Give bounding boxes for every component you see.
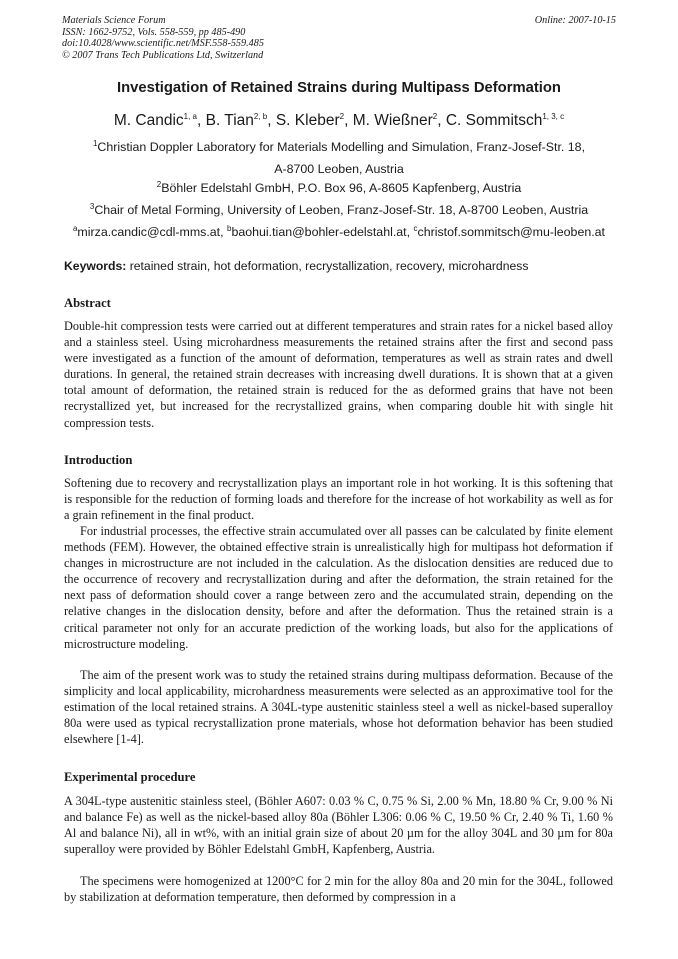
author-affiliation-marker: 2 bbox=[339, 111, 345, 121]
affiliation-marker: 2 bbox=[156, 179, 162, 189]
introduction-paragraph-3: The aim of the present work was to study the retained strains during multipass deformation. Because of the simplicity and local applicability, microhardness measurements were selected as an approximative tool for the estimation of the local retained strains. A 304L-type austenitic stainless steel a well as nickel-based superalloy 80a were used as typical recrystallization prone materials, whose hot deformation behavior has been studied elsewhere [1-4]. bbox=[64, 668, 613, 747]
copyright-line: © 2007 Trans Tech Publications Ltd, Switzerland bbox=[62, 49, 264, 61]
affiliation-text: Böhler Edelstahl GmbH, P.O. Box 96, A-8605 Kapfenberg, Austria bbox=[161, 181, 522, 195]
email-link[interactable]: baohui.tian@bohler-edelstahl.at, bbox=[231, 225, 414, 239]
email-marker: b bbox=[227, 223, 232, 233]
issn-line: ISSN: 1662-9752, Vols. 558-559, pp 485-490 bbox=[62, 26, 246, 38]
affiliation-marker: 3 bbox=[89, 201, 95, 211]
affiliation-1 bbox=[0, 140, 678, 154]
author-name: M. Wießner bbox=[352, 112, 433, 129]
email-marker: c bbox=[413, 223, 418, 233]
affiliation-text: Christian Doppler Laboratory for Materials Modelling and Simulation, Franz-Josef-Str. 18, bbox=[97, 140, 586, 154]
author-name: M. Candic bbox=[113, 112, 184, 129]
introduction-heading: Introduction bbox=[64, 453, 133, 467]
experimental-paragraph-1: A 304L-type austenitic stainless steel, (Böhler A607: 0.03 % C, 0.75 % Si, 2.00 % Mn, 18.80 % Cr, 9.00 % Ni and balance Fe) as well as the nickel-based alloy 80a (Böhler L306: 0.06 % C, 19.50 % Cr, 2.40 % Ti, 1.60 % Al and balance Ni), all in wt%, with an initial grain size of about 20 µm for the alloy 304L and 30 µm for 80a superalloy were provided by Böhler Edelstahl GmbH, Kapfenberg, Austria. bbox=[64, 794, 613, 857]
author-affiliation-marker: 1, a bbox=[183, 111, 197, 121]
keywords-label: Keywords: bbox=[64, 259, 127, 273]
email-link[interactable]: mirza.candic@cdl-mms.at, bbox=[77, 225, 228, 239]
email-link[interactable]: christof.sommitsch@mu-leoben.at bbox=[417, 225, 606, 239]
experimental-paragraph-2: The specimens were homogenized at 1200°C for 2 min for the alloy 80a and 20 min for the 304L, followed by stabilization at deformation temperature, then deformed by compression in a bbox=[64, 874, 613, 905]
affiliation-marker: 1 bbox=[92, 138, 98, 148]
journal-header bbox=[62, 15, 264, 61]
keywords-text: retained strain, hot deformation, recrystallization, recovery, microhardness bbox=[126, 259, 529, 273]
affiliation-1-line-2: A-8700 Leoben, Austria bbox=[274, 162, 404, 176]
author-affiliation-marker: 2 bbox=[432, 111, 438, 121]
paper-title: Investigation of Retained Strains during Multipass Deformation bbox=[117, 80, 561, 96]
affiliation-text: Chair of Metal Forming, University of Leoben, Franz-Josef-Str. 18, A-8700 Leoben, Austria bbox=[94, 203, 589, 217]
doi-line[interactable]: doi:10.4028/www.scientific.net/MSF.558-559.485 bbox=[62, 38, 264, 49]
abstract-heading: Abstract bbox=[64, 296, 111, 310]
keywords bbox=[64, 259, 528, 273]
experimental-heading: Experimental procedure bbox=[64, 770, 196, 784]
journal-name: Materials Science Forum bbox=[62, 15, 166, 26]
author-affiliation-marker: 1, 3, c bbox=[542, 111, 565, 121]
author-affiliation-marker: 2, b bbox=[253, 111, 268, 121]
introduction-paragraph-1: Softening due to recovery and recrystallization plays an important role in hot working. It is this softening that is responsible for the reduction of forming loads and therefore for the increase of hot workability as well as for a grain refinement in the final product. bbox=[64, 476, 613, 523]
abstract-text: Double-hit compression tests were carried out at different temperatures and strain rates for a nickel based alloy and a stainless steel. Using microhardness measurements the retained strains after the first and second pass were investigated as a function of the amount of deformation, temperatures as well as strain rates and dwell durations. In general, the retained strain decreases with increasing dwell durations. It is shown that at a given total amount of deformation, the retained strain is reduced for the as deformed grains that have not been recrystallized yet, but increased for the recrystallized grains, when comparing double hit with single hit compression tests. bbox=[64, 319, 613, 430]
affiliation-2 bbox=[0, 181, 678, 195]
affiliation-3 bbox=[0, 203, 678, 217]
author-name: B. Tian bbox=[205, 112, 254, 129]
author-list: M. Candic$^{1, a}$, B. Tian$^{2, b}$, S. Kleber$^2$, M. Wießner$^2$, C. Sommitsch$^{1, 3, c}$ bbox=[113, 111, 565, 129]
author-name: S. Kleber bbox=[275, 112, 340, 129]
introduction-paragraph-2: For industrial processes, the effective strain accumulated over all passes can be calculated by finite element methods (FEM). However, the obtained effective strain is unrealistically high for multipass hot deformation if changes in microstructure are not included in the calculation. As the dislocation densities are reduced due to the occurrence of recovery and recrystallization during and after the deformation, the strain retained for the next pass of deformation should cover a range between zero and the accumulated strain, depending on the relative changes in the dislocation density, before and after the deformation. Thus the retained strain is a critical parameter not only for an accurate prediction of the working loads, but also for the applications of microstructure modeling. bbox=[64, 524, 613, 651]
email-line bbox=[0, 225, 678, 239]
author-name: C. Sommitsch bbox=[445, 112, 543, 129]
email-marker: a bbox=[72, 223, 78, 233]
online-date: Online: 2007-10-15 bbox=[534, 15, 616, 26]
